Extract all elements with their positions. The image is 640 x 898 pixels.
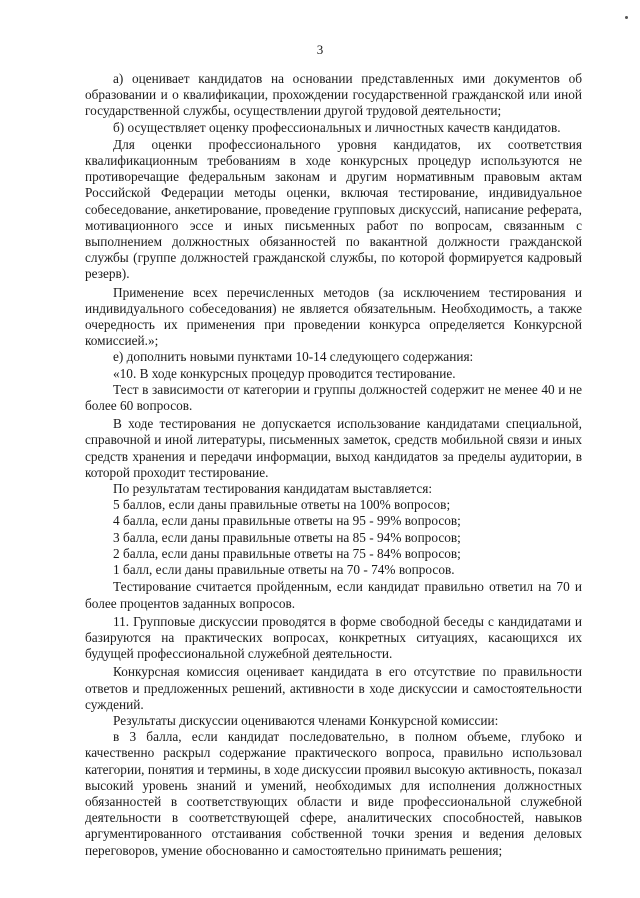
- score-4: 4 балла, если даны правильные ответы на 95 - 99% вопросов;: [113, 513, 461, 529]
- paragraph-a: а) оценивает кандидатов на основании представленных ими документов об образовании и о квалификации, прохождении государственной гражданской или иной государственной службы, осуществлении другой трудовой деятельности;: [85, 71, 582, 119]
- scan-speck: [625, 16, 628, 19]
- paragraph-item-10: «10. В ходе конкурсных процедур проводится тестирование.: [113, 365, 456, 381]
- paragraph-e: е) дополнить новыми пунктами 10-14 следующего содержания:: [113, 349, 474, 365]
- score-5: 5 баллов, если даны правильные ответы на 100% вопросов;: [113, 497, 451, 513]
- page-number: 3: [316, 42, 324, 57]
- paragraph-test-rules: В ходе тестирования не допускается использование кандидатами специальной, справочной и иной литературы, письменных заметок, средств мобильной связи и иных средств хранения и передачи информации, выход кандидатов за пределы аудитории, в которой проходит тестирование.: [85, 416, 582, 480]
- paragraph-b: б) осуществляет оценку профессиональных и личностных качеств кандидатов.: [113, 119, 561, 135]
- score-3: 3 балла, если даны правильные ответы на 85 - 94% вопросов;: [113, 529, 461, 545]
- paragraph-discussion-results: Результаты дискуссии оцениваются членами Конкурсной комиссии:: [113, 712, 499, 728]
- paragraph-3-points: в 3 балла, если кандидат последовательно, в полном объеме, глубоко и качественно раскрыл содержание практического вопроса, правильно использовал категории, понятия и термины, в ходе дискуссии проявил высокую активность, показал высокий уровень знаний и умений, необходимых для исполнения должностных обязанностей в соответствующих области и виде профессиональной служебной деятельности в соответствующей сфере, аналитических способностей, навыков аргументированного отстаивания собственной точки зрения и ведения деловых переговоров, умение обоснованно и самостоятельно принимать решения;: [85, 729, 582, 858]
- paragraph-scoring-intro: По результатам тестирования кандидатам выставляется:: [113, 481, 433, 497]
- paragraph-optional-methods: Применение всех перечисленных методов (за исключением тестирования и индивидуального собеседования) не является обязательным. Необходимость, а также очередность их применения при проведении конкурса определяется Конкурсной комиссией.»;: [85, 284, 582, 349]
- paragraph-test-size: Тест в зависимости от категории и группы должностей содержит не менее 40 и не более 60 вопросов.: [85, 381, 582, 414]
- document-body: [85, 71, 582, 859]
- paragraph-item-11: 11. Групповые дискуссии проводятся в форме свободной беседы с кандидатами и базируются на практических вопросах, конкретных ситуациях, касающихся их будущей профессиональной служебной деятельности.: [85, 613, 582, 662]
- paragraph-methods: Для оценки профессионального уровня кандидатов, их соответствия квалификационным требованиям в ходе конкурсных процедур используются не противоречащие федеральным законам и другим нормативным правовым актам Российской Федерации методы оценки, включая тестирование, индивидуальное собеседование, анкетирование, проведение групповых дискуссий, написание реферата, мотивационного эссе и иных письменных работ по вопросам, связанным с выполнением должностных обязанностей по вакантной должности гражданской службы (группе должностей гражданской службы, по которой формируется кадровый резерв).: [85, 136, 582, 282]
- paragraph-commission-evaluates: Конкурсная комиссия оценивает кандидата в его отсутствие по правильности ответов и предложенных решений, активности в ходе дискуссии и самостоятельности суждений.: [85, 664, 582, 712]
- score-2: 2 балла, если даны правильные ответы на 75 - 84% вопросов;: [113, 545, 461, 561]
- score-1: 1 балл, если даны правильные ответы на 70 - 74% вопросов.: [113, 562, 455, 578]
- paragraph-test-passed: Тестирование считается пройденным, если кандидат правильно ответил на 70 и более процентов заданных вопросов.: [85, 579, 582, 611]
